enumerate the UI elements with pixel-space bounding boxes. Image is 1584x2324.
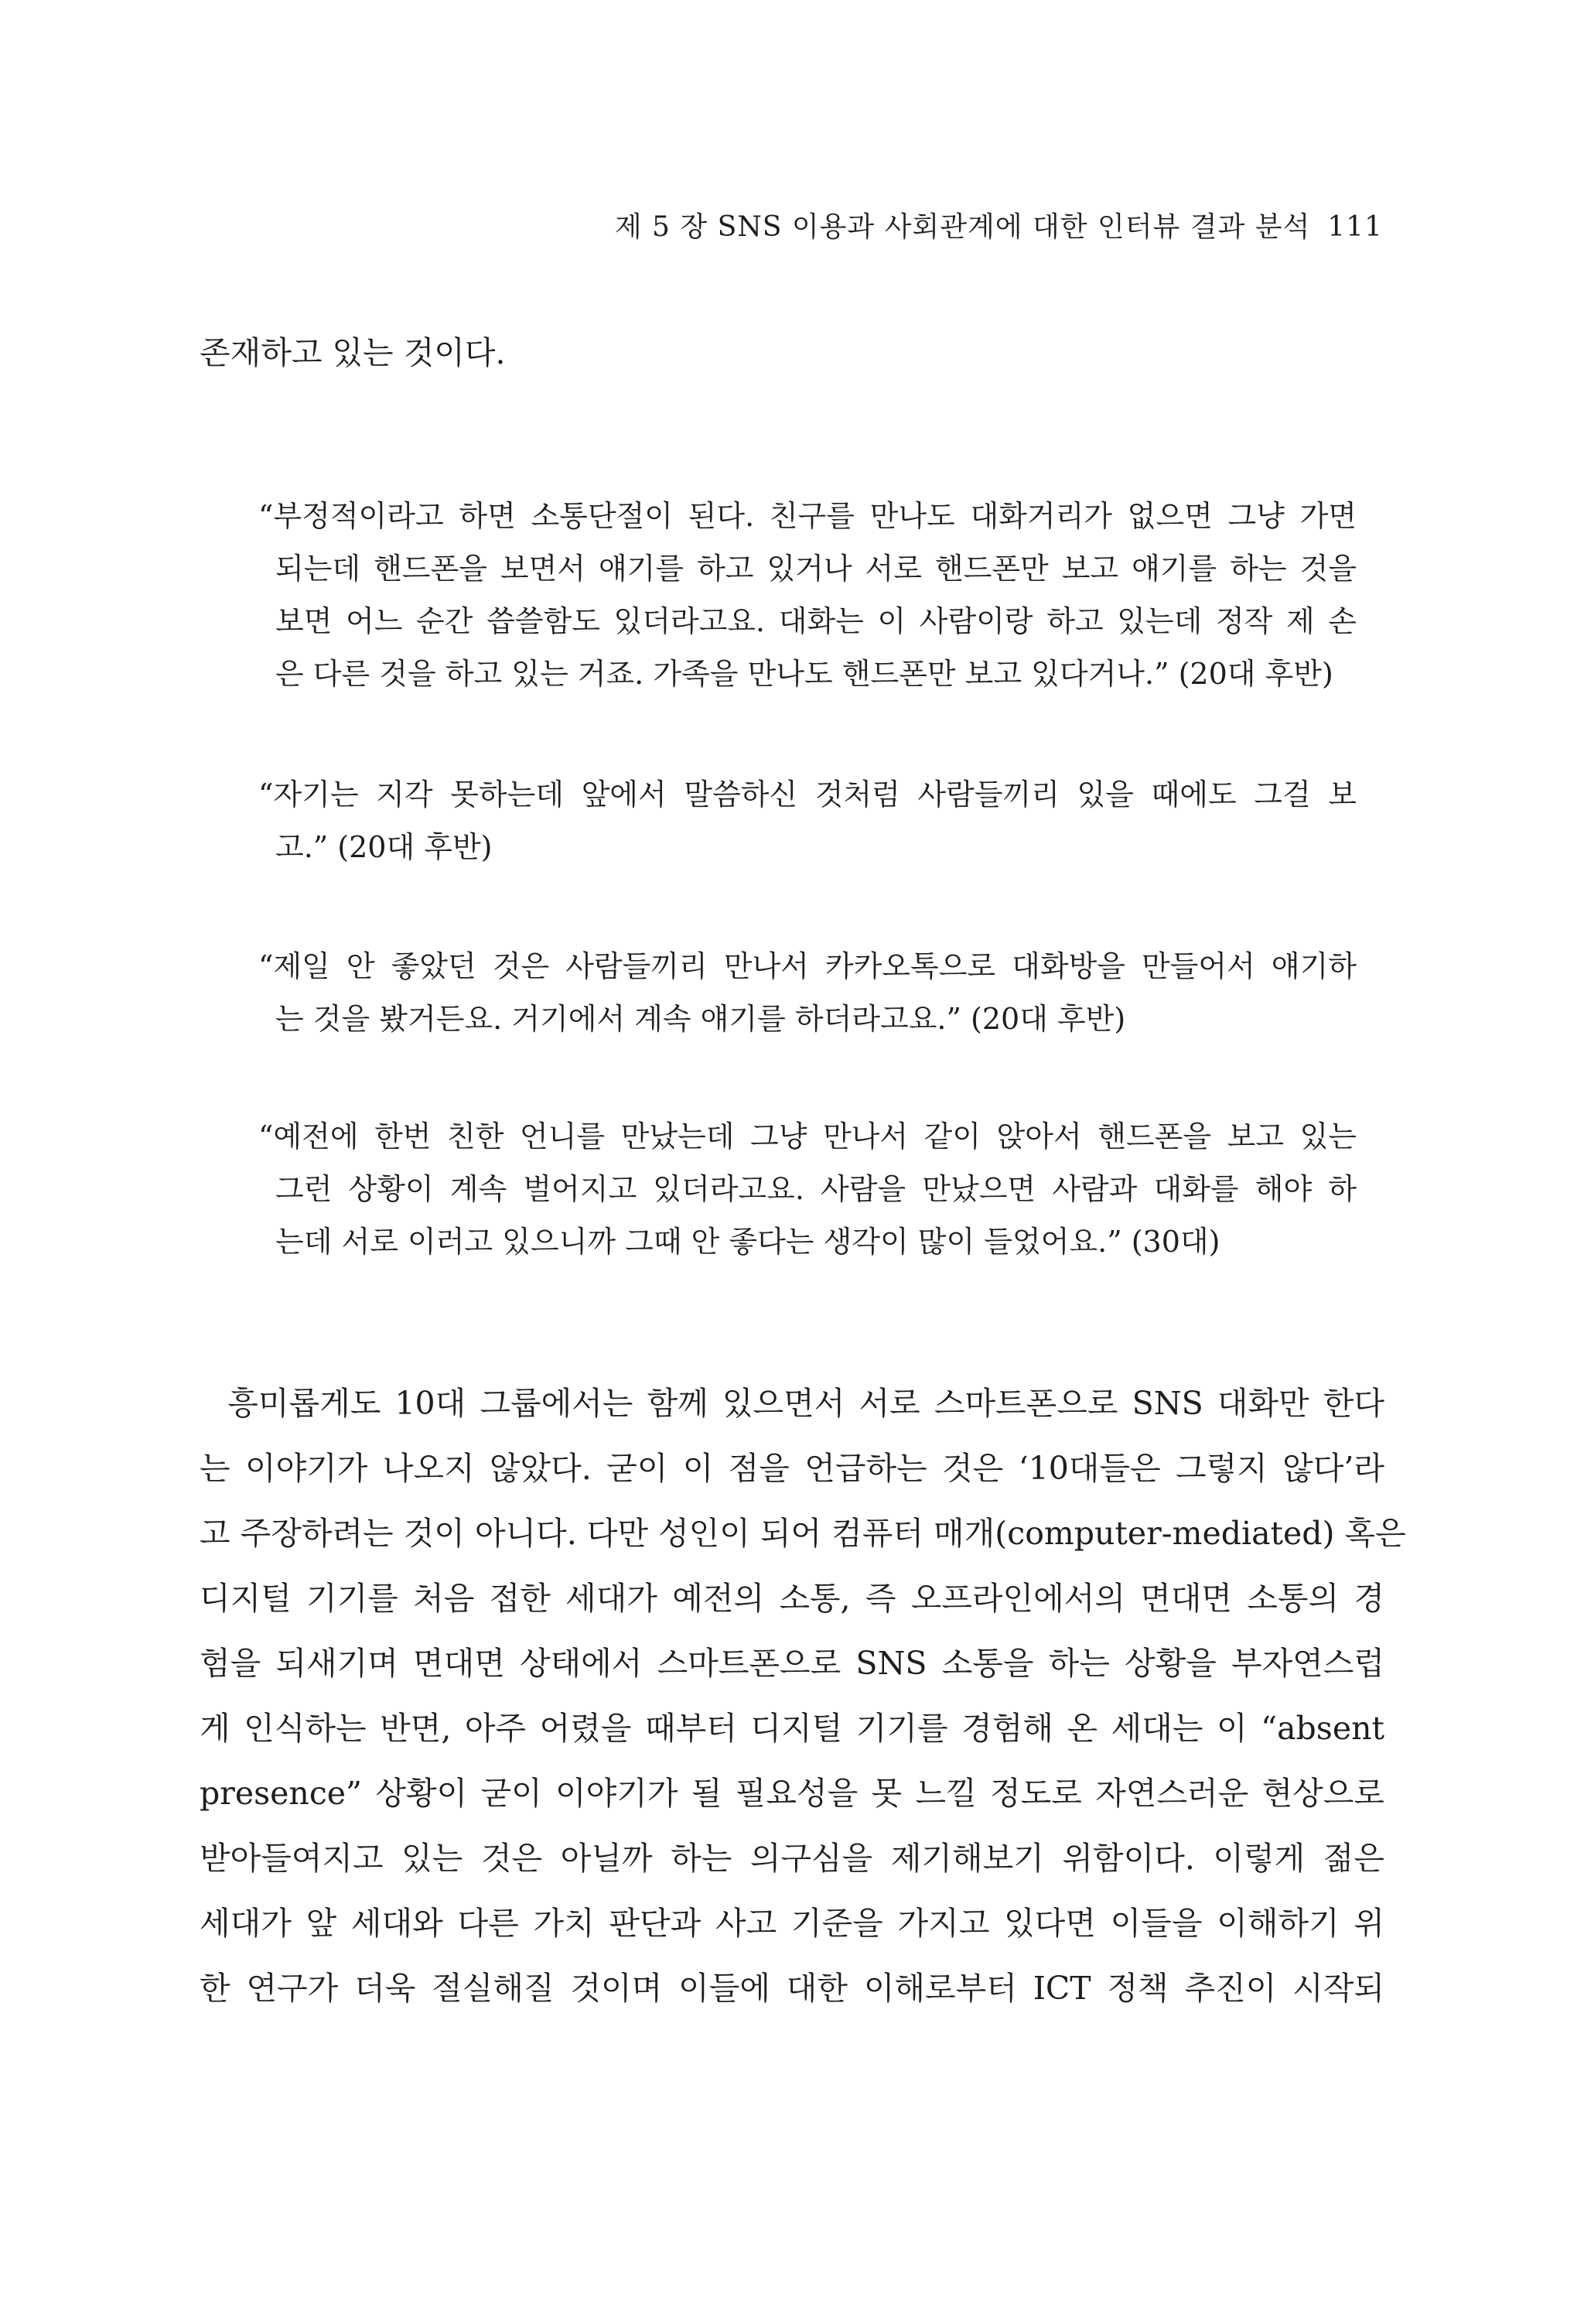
quote-line: “자기는 지각 못하는데 앞에서 말씀하신 것처럼 사람들끼리 있을 때에도 그걸 보 <box>258 778 1357 812</box>
quote-line: 보면 어느 순간 씁쓸함도 있더라고요. 대화는 이 사람이랑 하고 있는데 정작 제 손 <box>275 604 1357 638</box>
quote-line: 는 것을 봤거든요. 거기에서 계속 얘기를 하더라고요.” (20대 후반) <box>275 1002 1126 1036</box>
paragraph-line: 고 주장하려는 것이 아니다. 다만 성인이 되어 컴퓨터 매개(computer-mediated) 혹은 <box>200 1515 1406 1552</box>
chapter-title: 제 5 장 SNS 이용과 사회관계에 대한 인터뷰 결과 분석 <box>614 211 1311 243</box>
paragraph-line: 한 연구가 더욱 절실해질 것이며 이들에 대한 이해로부터 ICT 정책 추진이 시작되 <box>200 1970 1384 2007</box>
paragraph-line: 받아들여지고 있는 것은 아닐까 하는 의구심을 제기해보기 위함이다. 이렇게 젊은 <box>200 1840 1384 1877</box>
running-header <box>615 205 1383 244</box>
quote-line: 는데 서로 이러고 있으니까 그때 안 좋다는 생각이 많이 들었어요.” (30대) <box>275 1225 1220 1259</box>
paragraph-line: 흥미롭게도 10대 그룹에서는 함께 있으면서 서로 스마트폰으로 SNS 대화만 한다 <box>200 1385 1384 1422</box>
paragraph-line: 는 이야기가 나오지 않았다. 굳이 이 점을 언급하는 것은 ‘10대들은 그렇지 않다’라 <box>200 1450 1384 1487</box>
page-number: 111 <box>1327 211 1383 243</box>
quote-line: 고.” (20대 후반) <box>275 830 493 864</box>
intro-line: 존재하고 있는 것이다. <box>200 334 506 371</box>
paragraph-line: presence” 상황이 굳이 이야기가 될 필요성을 못 느낄 정도로 자연스러운 현상으로 <box>200 1775 1384 1812</box>
quote-line: “예전에 한번 친한 언니를 만났는데 그냥 만나서 같이 앉아서 핸드폰을 보고 있는 <box>258 1119 1357 1153</box>
quote-line: “제일 안 좋았던 것은 사람들끼리 만나서 카카오톡으로 대화방을 만들어서 얘기하 <box>258 949 1357 983</box>
quote-line: “부정적이라고 하면 소통단절이 된다. 친구를 만나도 대화거리가 없으면 그냥 가면 <box>258 499 1357 533</box>
paragraph-line: 세대가 앞 세대와 다른 가치 판단과 사고 기준을 가지고 있다면 이들을 이해하기 위 <box>200 1905 1384 1942</box>
quote-line: 은 다른 것을 하고 있는 거죠. 가족을 만나도 핸드폰만 보고 있다거나.” (20대 후반) <box>275 657 1333 691</box>
quote-line: 그런 상황이 계속 벌어지고 있더라고요. 사람을 만났으면 사람과 대화를 해야 하 <box>275 1172 1357 1206</box>
paragraph-line: 험을 되새기며 면대면 상태에서 스마트폰으로 SNS 소통을 하는 상황을 부자연스럽 <box>200 1645 1384 1682</box>
paragraph-line: 디지털 기기를 처음 접한 세대가 예전의 소통, 즉 오프라인에서의 면대면 소통의 경 <box>200 1580 1384 1617</box>
quote-line: 되는데 핸드폰을 보면서 얘기를 하고 있거나 서로 핸드폰만 보고 얘기를 하는 것을 <box>275 552 1357 586</box>
paragraph-line: 게 인식하는 반면, 아주 어렸을 때부터 디지털 기기를 경험해 온 세대는 이 “absent <box>200 1710 1384 1747</box>
